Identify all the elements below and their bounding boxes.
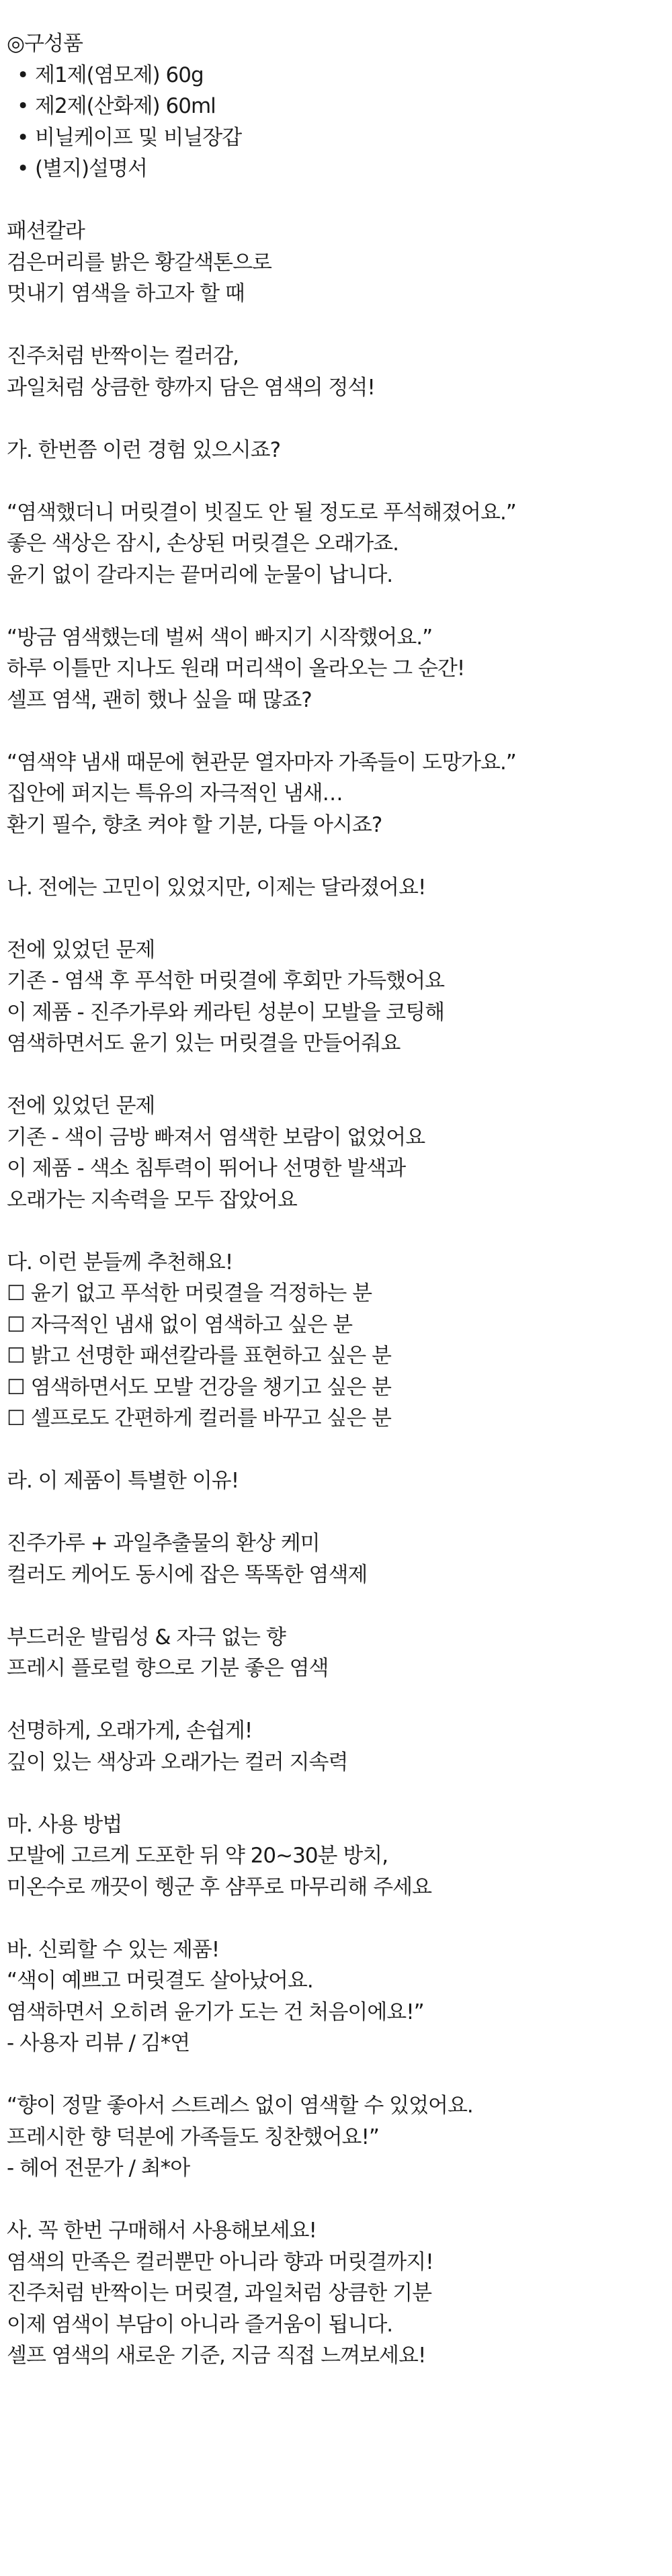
intro-line: 검은머리를 밝은 황갈색톤으로	[7, 250, 272, 275]
feature-line: 부드러운 발림성 & 자극 없는 향	[7, 1625, 286, 1649]
comparison-line: 기존 - 색이 금방 빠져서 염색한 보람이 없었어요	[7, 1125, 425, 1150]
section-ba-title: 바. 신뢰할 수 있는 제품!	[7, 1937, 220, 1962]
spacer	[0, 2059, 672, 2091]
feature-line: 진주가루 + 과일추출물의 환상 케미	[7, 1531, 320, 1555]
feature-line: 프레시 플로럴 향으로 기분 좋은 염색	[7, 1656, 329, 1680]
comparison-line: 기존 - 염색 후 푸석한 머릿결에 후회만 가득했어요	[7, 969, 445, 993]
recommend-item: ☐ 윤기 없고 푸석한 머릿결을 걱정하는 분	[7, 1281, 372, 1305]
spacer	[0, 1684, 672, 1716]
intro-line: 멋내기 염색을 하고자 할 때	[7, 282, 245, 306]
spacer	[0, 716, 672, 747]
component-item: • 제2제(산화제) 60ml	[0, 91, 672, 122]
bullet-icon: •	[17, 94, 29, 118]
feature-line: 깊이 있는 색상과 오래가는 컬러 지속력	[7, 1750, 348, 1774]
experience-line: 좋은 색상은 잠시, 손상된 머릿결은 오래가죠.	[7, 531, 399, 556]
tagline-line: 진주처럼 반짝이는 컬러감,	[7, 344, 239, 368]
section-ga-title: 가. 한번쯤 이런 경험 있으시죠?	[7, 437, 281, 462]
spacer	[0, 466, 672, 497]
component-item: • (별지)설명서	[0, 153, 672, 185]
review-author: - 사용자 리뷰 / 김*연	[7, 2031, 190, 2055]
checkbox-icon: ☐	[7, 1344, 25, 1368]
review-author: - 헤어 전문가 / 최*아	[7, 2156, 190, 2180]
component-item: • 제1제(염모제) 60g	[0, 60, 672, 91]
comparison-line: 전에 있었던 문제	[7, 1094, 155, 1118]
experience-line: 하루 이틀만 지나도 원래 머리색이 올라오는 그 순간!	[7, 656, 465, 681]
spacer	[0, 185, 672, 216]
spacer	[0, 591, 672, 622]
section-ma	[0, 1809, 672, 1903]
spacer	[0, 310, 672, 341]
comparison-line: 염색하면서도 윤기 있는 머릿결을 만들어줘요	[7, 1031, 401, 1056]
experience-line: 환기 필수, 향초 켜야 할 기분, 다들 아시죠?	[7, 812, 382, 837]
spacer	[0, 1060, 672, 1091]
section-da-title: 다. 이런 분들께 추천해요!	[7, 1250, 233, 1275]
usage-line: 미온수로 깨끗이 헹군 후 샴푸로 마무리해 주세요	[7, 1875, 432, 1899]
section-ra-title: 라. 이 제품이 특별한 이유!	[7, 1469, 239, 1493]
spacer	[0, 1497, 672, 1529]
closing-line: 이제 염색이 부담이 아니라 즐거움이 됩니다.	[7, 2312, 393, 2337]
section-ma-title: 마. 사용 방법	[7, 1812, 122, 1837]
product-description	[0, 28, 672, 2372]
intro-section	[0, 216, 672, 310]
intro-title: 패션칼라	[7, 219, 85, 243]
comparison-line: 오래가는 지속력을 모두 잡았어요	[7, 1187, 297, 1212]
review-line: 염색하면서 오히려 윤기가 도는 건 처음이에요!”	[7, 2000, 424, 2024]
spacer	[0, 1434, 672, 1466]
usage-line: 모발에 고르게 도포한 뒤 약 20~30분 방치,	[7, 1844, 388, 1868]
checkbox-icon: ☐	[7, 1312, 25, 1337]
recommend-item: ☐ 자극적인 냄새 없이 염색하고 싶은 분	[7, 1312, 353, 1337]
components-section	[0, 28, 672, 185]
experience-line: 윤기 없이 갈라지는 끝머리에 눈물이 납니다.	[7, 562, 393, 587]
closing-line: 셀프 염색의 새로운 기준, 지금 직접 느껴보세요!	[7, 2344, 426, 2368]
experience-line: “방금 염색했는데 벌써 색이 빠지기 시작했어요.”	[7, 625, 433, 650]
section-na	[0, 872, 672, 1216]
recommend-item: ☐ 염색하면서도 모발 건강을 챙기고 싶은 분	[7, 1375, 392, 1400]
comparison-line: 전에 있었던 문제	[7, 937, 155, 962]
recommend-item: ☐ 밝고 선명한 패션칼라를 표현하고 싶은 분	[7, 1344, 392, 1368]
review-line: “향이 정말 좋아서 스트레스 없이 염색할 수 있었어요.	[7, 2094, 473, 2118]
components-title: ◎구성품	[7, 32, 83, 56]
section-sa-title: 사. 꼭 한번 구매해서 사용해보세요!	[7, 2219, 317, 2243]
experience-line: “염색약 냄새 때문에 현관문 열자마자 가족들이 도망가요.”	[7, 750, 516, 775]
bullet-icon: •	[17, 157, 29, 181]
bullet-icon: •	[17, 125, 29, 150]
feature-line: 컬러도 케어도 동시에 잡은 똑똑한 염색제	[7, 1562, 368, 1587]
section-sa	[0, 2215, 672, 2372]
closing-line: 염색의 만족은 컬러뿐만 아니라 향과 머릿결까지!	[7, 2249, 433, 2274]
experience-line: “염색했더니 머릿결이 빗질도 안 될 정도로 푸석해졌어요.”	[7, 500, 516, 525]
section-ba	[0, 1934, 672, 2184]
comparison-line: 이 제품 - 색소 침투력이 뛰어나 선명한 발색과	[7, 1156, 406, 1180]
spacer	[0, 2184, 672, 2216]
tagline-line: 과일처럼 상큼한 향까지 담은 염색의 정석!	[7, 375, 375, 400]
section-na-title: 나. 전에는 고민이 있었지만, 이제는 달라졌어요!	[7, 875, 426, 900]
feature-line: 선명하게, 오래가게, 손쉽게!	[7, 1719, 253, 1743]
spacer	[0, 1778, 672, 1809]
recommend-item: ☐ 셀프로도 간편하게 컬러를 바꾸고 싶은 분	[7, 1406, 392, 1430]
section-da	[0, 1247, 672, 1434]
comparison-line: 이 제품 - 진주가루와 케라틴 성분이 모발을 코팅해	[7, 1000, 445, 1025]
closing-line: 진주처럼 반짝이는 머릿결, 과일처럼 상큼한 기분	[7, 2281, 432, 2305]
spacer	[0, 903, 672, 935]
experience-line: 셀프 염색, 괜히 했나 싶을 때 많죠?	[7, 687, 312, 712]
component-item: • 비닐케이프 및 비닐장갑	[0, 122, 672, 154]
spacer	[0, 1215, 672, 1247]
checkbox-icon: ☐	[7, 1375, 25, 1400]
checkbox-icon: ☐	[7, 1281, 25, 1305]
review-line: “색이 예쁘고 머릿결도 살아났어요.	[7, 1969, 313, 1993]
bullet-icon: •	[17, 62, 29, 87]
experience-line: 집안에 퍼지는 특유의 자극적인 냄새…	[7, 781, 343, 806]
spacer	[0, 403, 672, 435]
tagline-section	[0, 341, 672, 403]
spacer	[0, 1903, 672, 1934]
section-ga	[0, 435, 672, 841]
section-ra	[0, 1465, 672, 1778]
spacer	[0, 1590, 672, 1622]
spacer	[0, 841, 672, 872]
checkbox-icon: ☐	[7, 1406, 25, 1430]
review-line: 프레시한 향 덕분에 가족들도 칭찬했어요!”	[7, 2124, 379, 2149]
